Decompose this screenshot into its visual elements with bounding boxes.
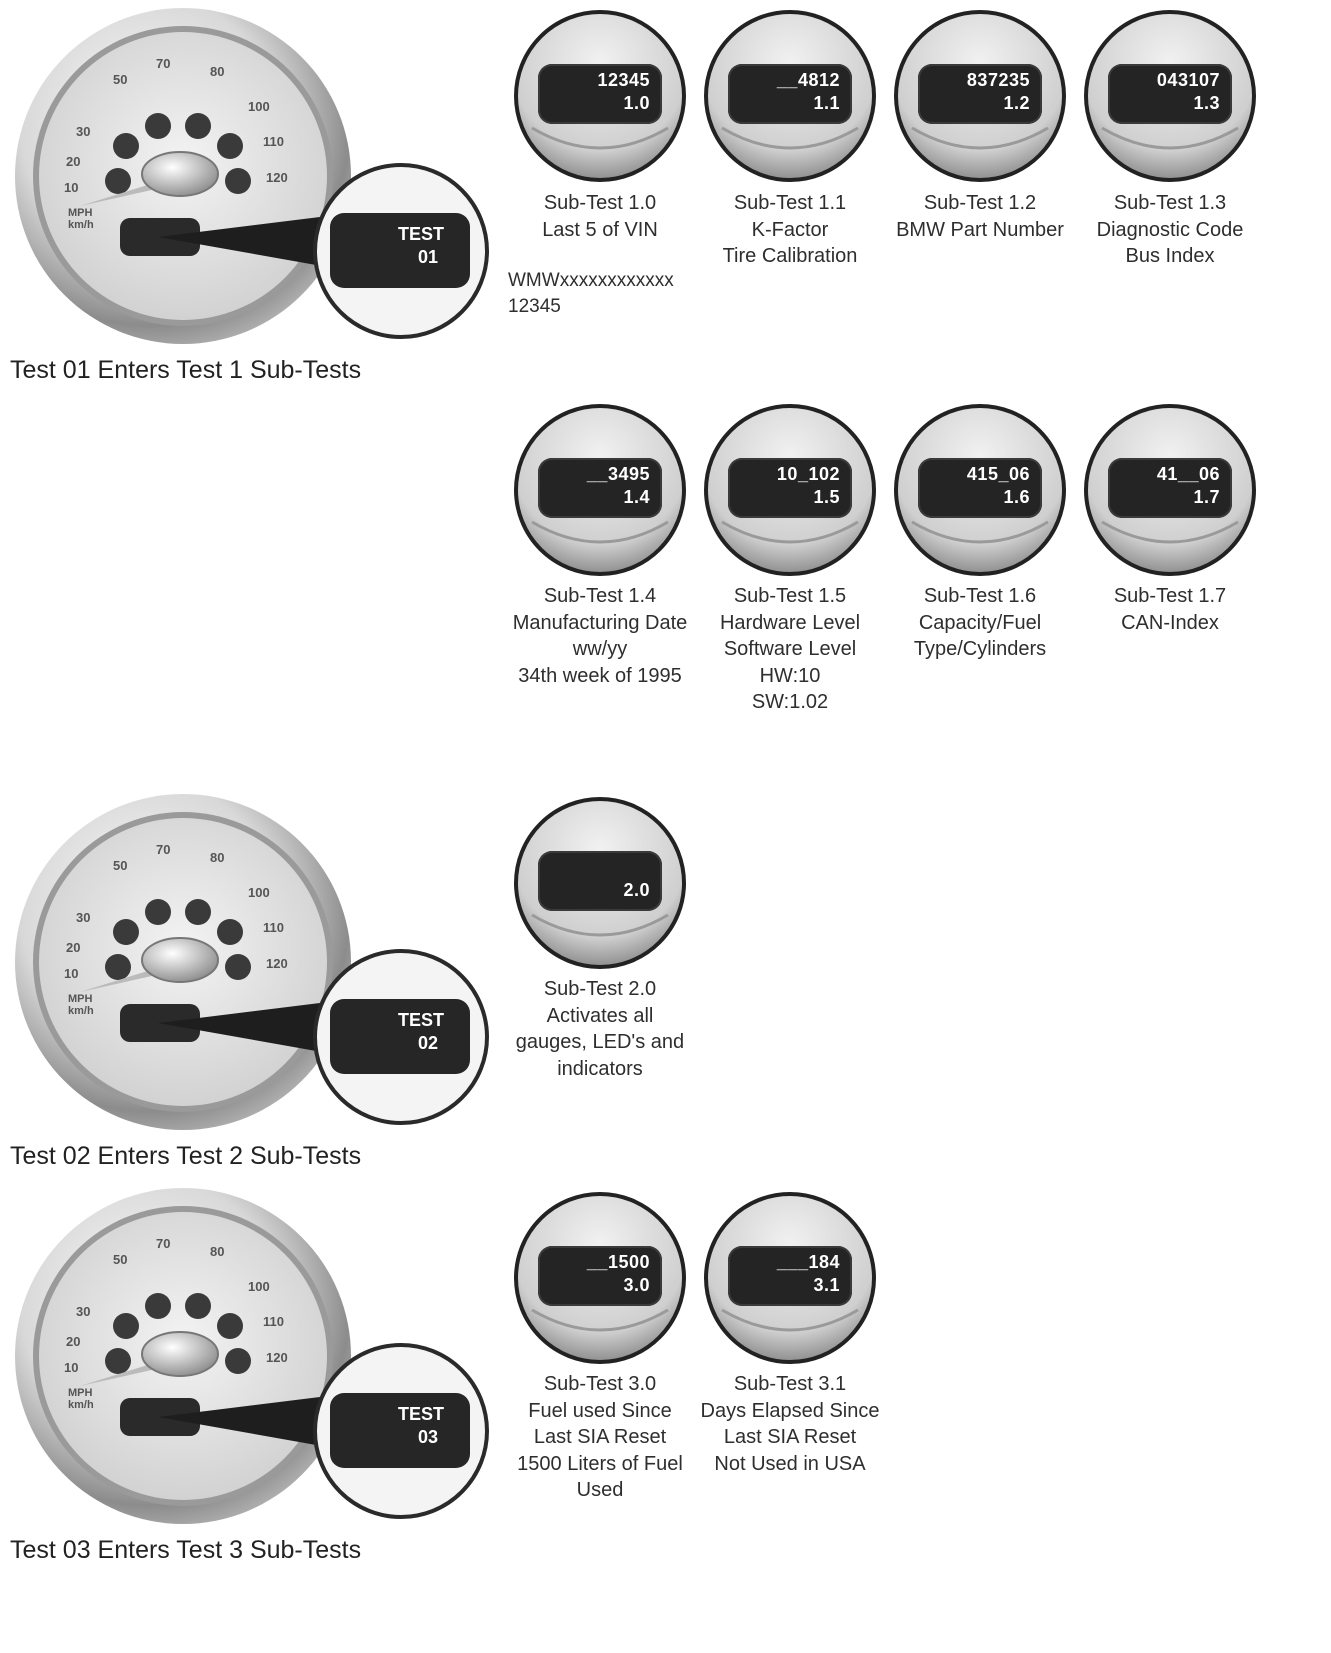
lcd-screen	[538, 851, 662, 911]
subtest-display-1-7	[1082, 402, 1258, 578]
caption-title: Sub-Test 1.1	[733, 192, 847, 214]
mph-label-120: 120	[266, 1350, 288, 1365]
lcd-test-label: TEST	[397, 224, 444, 244]
mph-label-80: 80	[210, 850, 225, 865]
vin-note	[508, 268, 674, 320]
lcd-subtest-number: 3.0	[623, 1275, 650, 1295]
lcd-screen	[538, 64, 662, 124]
mph-label-80: 80	[210, 1244, 225, 1259]
mph-label-10: 10	[64, 1360, 79, 1375]
section-caption: Test 02 Enters Test 2 Sub-Tests	[10, 1142, 362, 1170]
caption-line: Activates all	[546, 1004, 654, 1027]
lcd-value: ___184	[776, 1252, 840, 1272]
subtest-caption	[690, 583, 890, 716]
mph-label-100: 100	[248, 99, 270, 114]
caption-line: 1500 Liters of Fuel	[517, 1452, 683, 1475]
caption-title: Sub-Test 3.0	[543, 1373, 657, 1395]
caption-line: Manufacturing Date	[512, 611, 688, 634]
subtest-caption	[500, 976, 700, 1082]
lcd-screen	[728, 1246, 852, 1306]
mph-label-30: 30	[76, 1304, 91, 1319]
subtest-caption	[500, 190, 700, 243]
caption-title: Sub-Test 1.4	[543, 585, 657, 607]
speedometer-illustration	[8, 792, 498, 1152]
mph-label-100: 100	[248, 1279, 270, 1294]
lcd-value: 12345	[597, 70, 650, 90]
unit-mph-label: MPH	[68, 1387, 93, 1399]
section-caption: Test 01 Enters Test 1 Sub-Tests	[10, 356, 362, 384]
unit-mph-label: MPH	[68, 993, 93, 1005]
caption-line: Last SIA Reset	[723, 1426, 857, 1448]
lcd-subtest-number: 3.1	[813, 1275, 840, 1295]
unit-kmh-label: km/h	[68, 219, 94, 231]
subtest-display-1-1	[702, 8, 878, 184]
lcd-value: 41__06	[1156, 464, 1220, 484]
caption-line: 34th week of 1995	[518, 664, 682, 687]
subtest-display-1-5	[702, 402, 878, 578]
caption-title: Sub-Test 1.0	[543, 192, 657, 214]
mph-label-50: 50	[113, 72, 128, 87]
caption-line: indicators	[557, 1057, 643, 1080]
subtest-display-3-1	[702, 1190, 878, 1366]
mph-label-20: 20	[66, 154, 81, 169]
caption-line: Fuel used Since	[528, 1399, 672, 1422]
subtest-display-3-0	[512, 1190, 688, 1366]
subtest-caption	[690, 190, 890, 270]
mph-label-70: 70	[156, 56, 171, 71]
unit-mph-label: MPH	[68, 207, 93, 219]
mph-label-30: 30	[76, 124, 91, 139]
test01-gauge	[8, 6, 498, 366]
subtest-display-1-2	[892, 8, 1068, 184]
lcd-test-number: 03	[417, 1427, 438, 1447]
unit-kmh-label: km/h	[68, 1005, 94, 1017]
lcd-screen	[728, 458, 852, 518]
lcd-value: 043107	[1156, 70, 1220, 90]
mph-label-50: 50	[113, 858, 128, 873]
speedometer-illustration	[8, 1186, 498, 1546]
caption-line: K-Factor	[751, 218, 829, 241]
vin-mask: WMWxxxxxxxxxxxx	[508, 270, 674, 291]
lcd-value: __3495	[586, 464, 650, 484]
lcd-subtest-number: 2.0	[623, 880, 650, 900]
caption-line: BMW Part Number	[896, 218, 1064, 241]
caption-title: Sub-Test 1.3	[1113, 192, 1227, 214]
lcd-test-number: 01	[417, 247, 438, 267]
lcd-test-number: 02	[417, 1033, 438, 1053]
subtest-caption	[880, 583, 1080, 663]
caption-title: Sub-Test 3.1	[733, 1373, 847, 1395]
subtest-caption	[1070, 583, 1270, 636]
mph-label-110: 110	[263, 1314, 284, 1329]
lcd-subtest-number: 1.4	[623, 487, 650, 507]
caption-line: Tire Calibration	[722, 245, 858, 267]
test02-gauge	[8, 792, 498, 1152]
mph-label-120: 120	[266, 170, 288, 185]
lcd-screen	[1108, 458, 1232, 518]
lcd-screen	[918, 64, 1042, 124]
caption-line: Capacity/Fuel	[918, 611, 1042, 634]
subtest-caption	[500, 1371, 700, 1504]
lcd-screen	[728, 64, 852, 124]
lcd-test-label: TEST	[397, 1404, 444, 1424]
section-caption: Test 03 Enters Test 3 Sub-Tests	[10, 1536, 362, 1564]
caption-line: Hardware Level	[719, 611, 861, 634]
caption-line: CAN-Index	[1121, 611, 1219, 634]
unit-kmh-label: km/h	[68, 1399, 94, 1411]
caption-line: Days Elapsed Since	[700, 1399, 880, 1422]
lcd-screen	[1108, 64, 1232, 124]
caption-title: Sub-Test 1.7	[1113, 585, 1227, 607]
mph-label-50: 50	[113, 1252, 128, 1267]
speedometer-illustration	[8, 6, 498, 366]
lcd-screen	[538, 1246, 662, 1306]
caption-title: Sub-Test 1.6	[923, 585, 1037, 607]
caption-line: Last SIA Reset	[533, 1426, 667, 1448]
lcd-value: 415_06	[966, 464, 1030, 484]
subtest-caption	[1070, 190, 1270, 270]
subtest-display-1-6	[892, 402, 1068, 578]
subtest-caption	[690, 1371, 890, 1477]
vin-last-five: 12345	[508, 296, 561, 317]
mph-label-10: 10	[64, 180, 79, 195]
lcd-value: __4812	[776, 70, 840, 90]
lcd-test-label: TEST	[397, 1010, 444, 1030]
caption-line: Software Level	[723, 638, 857, 660]
subtest-caption	[880, 190, 1080, 243]
caption-line: Not Used in USA	[714, 1452, 866, 1475]
test03-gauge	[8, 1186, 498, 1546]
lcd-value: 10_102	[776, 464, 840, 484]
caption-line: Used	[576, 1479, 624, 1501]
mph-label-30: 30	[76, 910, 91, 925]
caption-line: HW:10	[759, 664, 821, 687]
lcd-value: 837235	[966, 70, 1030, 90]
mph-label-110: 110	[263, 134, 284, 149]
mph-label-120: 120	[266, 956, 288, 971]
mph-label-20: 20	[66, 940, 81, 955]
caption-line: ww/yy	[572, 638, 628, 660]
lcd-screen	[538, 458, 662, 518]
subtest-caption	[500, 583, 700, 689]
mph-label-100: 100	[248, 885, 270, 900]
lcd-subtest-number: 1.5	[813, 487, 840, 507]
lcd-value: __1500	[586, 1252, 650, 1272]
caption-line: Last 5 of VIN	[542, 218, 658, 241]
caption-title: Sub-Test 2.0	[543, 978, 657, 1000]
subtest-display-1-0	[512, 8, 688, 184]
mph-label-70: 70	[156, 842, 171, 857]
lcd-subtest-number: 1.6	[1003, 487, 1030, 507]
subtest-display-2-0	[512, 795, 688, 971]
lcd-subtest-number: 1.1	[813, 93, 840, 113]
lcd-subtest-number: 1.3	[1193, 93, 1220, 113]
caption-line: Type/Cylinders	[913, 638, 1047, 660]
caption-line: SW:1.02	[751, 691, 829, 713]
mph-label-70: 70	[156, 1236, 171, 1251]
subtest-display-1-3	[1082, 8, 1258, 184]
mph-label-10: 10	[64, 966, 79, 981]
caption-line: Diagnostic Code	[1096, 218, 1244, 241]
mph-label-20: 20	[66, 1334, 81, 1349]
caption-line: Bus Index	[1125, 245, 1215, 267]
caption-line: gauges, LED's and	[515, 1031, 685, 1053]
caption-title: Sub-Test 1.2	[923, 192, 1037, 214]
caption-title: Sub-Test 1.5	[733, 585, 847, 607]
lcd-screen	[918, 458, 1042, 518]
mph-label-80: 80	[210, 64, 225, 79]
lcd-subtest-number: 1.2	[1003, 93, 1030, 113]
lcd-subtest-number: 1.0	[623, 93, 650, 113]
lcd-subtest-number: 1.7	[1193, 487, 1220, 507]
mph-label-110: 110	[263, 920, 284, 935]
subtest-display-1-4	[512, 402, 688, 578]
